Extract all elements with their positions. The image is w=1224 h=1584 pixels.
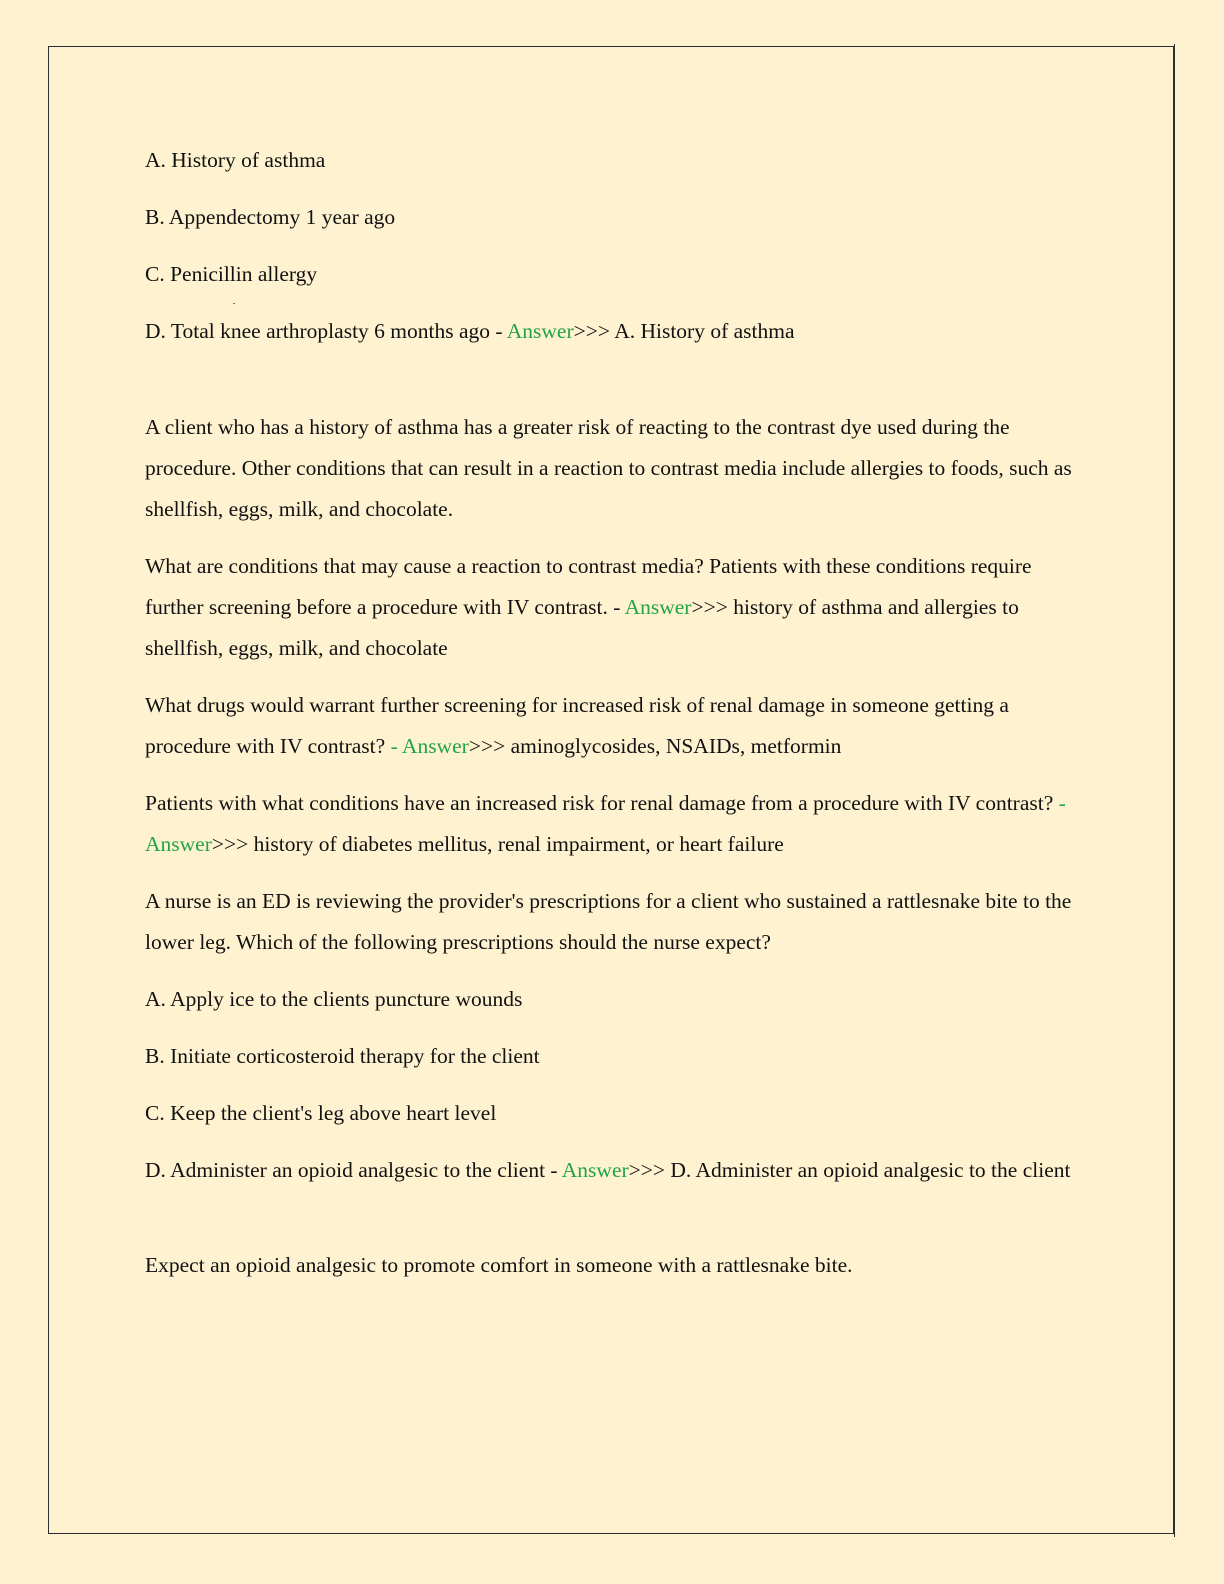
q5-option-d-text: D. Administer an opioid analgesic to the client - xyxy=(145,1158,562,1182)
qa-2-question: What are conditions that may cause a reaction to contrast media? Patients with these conditions require further screening before a procedure with IV contrast. - xyxy=(145,554,1032,619)
answer-label: Answer xyxy=(561,1158,629,1182)
qa-4-answer: >>> history of diabetes mellitus, renal impairment, or heart failure xyxy=(211,832,784,856)
qa-3-question: What drugs would warrant further screening for increased risk of renal damage in someone getting a procedure with IV contrast? xyxy=(145,693,1009,758)
document-body xyxy=(145,140,1085,1302)
qa-4 xyxy=(145,783,1085,865)
q1-option-d-text: D. Total knee arthroplasty 6 months ago - xyxy=(145,319,507,343)
qa-3-answer: >>> aminoglycosides, NSAIDs, metformin xyxy=(468,734,842,758)
qa-2 xyxy=(145,546,1085,669)
rationale-5: Expect an opioid analgesic to promote comfort in someone with a rattlesnake bite. xyxy=(145,1253,853,1277)
q5-option-a: A. Apply ice to the clients puncture wounds xyxy=(145,987,523,1011)
q1-answer: >>> A. History of asthma xyxy=(573,319,795,343)
q5-option-b: B. Initiate corticosteroid therapy for the client xyxy=(145,1044,540,1068)
qa-3 xyxy=(145,685,1085,767)
qa-2-answer: >>> history of asthma and allergies to shellfish, eggs, milk, and chocolate xyxy=(145,595,1019,660)
q1-option-a: A. History of asthma xyxy=(145,148,326,172)
qa-4-question: Patients with what conditions have an increased risk for renal damage from a procedure with IV contrast? xyxy=(145,791,1059,815)
q5-option-c: C. Keep the client's leg above heart level xyxy=(145,1101,497,1125)
q1-option-d xyxy=(145,311,1085,352)
page-border-right-edge xyxy=(1174,44,1175,1537)
answer-label: Answer xyxy=(506,319,574,343)
q1-option-b: B. Appendectomy 1 year ago xyxy=(145,205,396,229)
rationale-1: A client who has a history of asthma has a greater risk of reacting to the contrast dye used during the procedure. Other conditions that can result in a reaction to contrast media include allergies to foods, such as shellfish, eggs, milk, and chocolate. xyxy=(145,415,1072,521)
q5-answer: >>> D. Administer an opioid analgesic to the client xyxy=(628,1158,1071,1182)
answer-label: - Answer xyxy=(390,734,469,758)
answer-label: Answer xyxy=(624,595,692,619)
q5-option-d xyxy=(145,1150,1085,1191)
q5-stem: A nurse is an ED is reviewing the provider's prescriptions for a client who sustained a rattlesnake bite to the lower leg. Which of the following prescriptions should the nurse expect? xyxy=(145,889,1072,954)
answer-label: - Answer xyxy=(145,791,1066,856)
q1-option-c: C. Penicillin allergy xyxy=(145,262,318,286)
